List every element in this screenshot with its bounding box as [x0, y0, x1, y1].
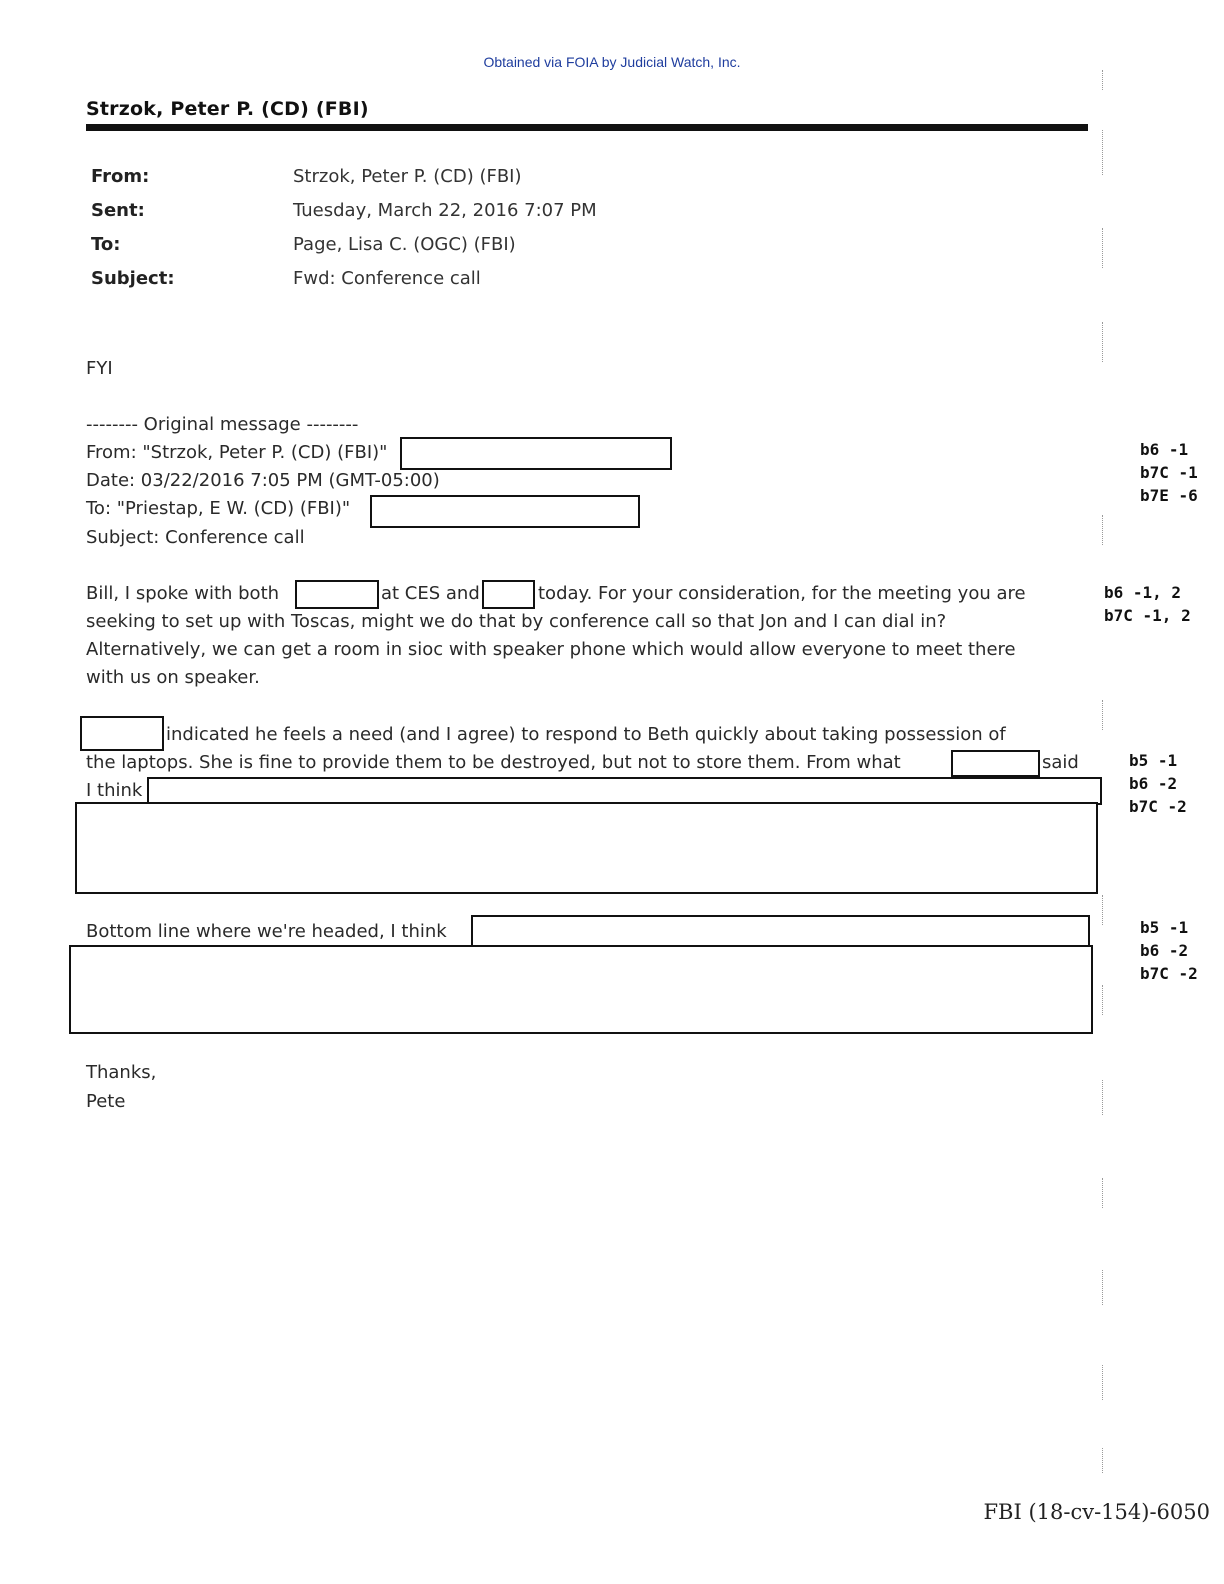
scan-artifact: [1102, 228, 1104, 268]
paragraph1-text-a: Bill, I spoke with both: [86, 583, 280, 604]
original-date-line: Date: 03/22/2016 7:05 PM (GMT-05:00): [86, 470, 440, 491]
paragraph2-line3: I think: [86, 780, 143, 801]
sent-label: Sent:: [91, 200, 145, 221]
original-message-separator: -------- Original message --------: [86, 414, 359, 435]
original-to-line: To: "Priestap, E W. (CD) (FBI)": [86, 498, 351, 519]
exemption-codes: b6 -1, 2 b7C -1, 2: [1104, 583, 1191, 625]
closing-text: Thanks,: [86, 1062, 157, 1083]
subject-value: Fwd: Conference call: [293, 268, 481, 289]
scan-artifact: [1102, 985, 1104, 1015]
foia-watermark: Obtained via FOIA by Judicial Watch, Inc.: [483, 54, 741, 70]
paragraph1-text-b: at CES and: [381, 583, 480, 604]
redaction-box: [951, 750, 1040, 777]
to-value: Page, Lisa C. (OGC) (FBI): [293, 234, 516, 255]
redaction-box: [147, 777, 1102, 805]
fyi-text: FYI: [86, 358, 113, 379]
subject-label: Subject:: [91, 268, 175, 289]
scan-artifact: [1102, 1448, 1104, 1473]
redaction-box: [471, 915, 1090, 947]
scan-artifact: [1102, 322, 1104, 362]
redaction-box: [482, 580, 535, 609]
bates-number: FBI (18-cv-154)-6050: [983, 1500, 1210, 1524]
header-rule: [86, 124, 1088, 131]
exemption-codes: b5 -1 b6 -2 b7C -2: [1129, 751, 1187, 816]
paragraph2-line2a: the laptops. She is fine to provide them to be destroyed, but not to store them. From what: [86, 752, 901, 773]
scan-artifact: [1102, 70, 1104, 90]
original-subject-line: Subject: Conference call: [86, 527, 305, 548]
scan-artifact: [1102, 1365, 1104, 1400]
scan-artifact: [1102, 1080, 1104, 1115]
redaction-box: [80, 716, 164, 751]
scan-artifact: [1102, 1270, 1104, 1305]
redaction-box: [69, 945, 1093, 1034]
sent-value: Tuesday, March 22, 2016 7:07 PM: [293, 200, 597, 221]
redaction-box: [370, 495, 640, 528]
scan-artifact: [1102, 130, 1104, 175]
scan-artifact: [1102, 700, 1104, 730]
redaction-box: [400, 437, 672, 470]
to-label: To:: [91, 234, 121, 255]
scan-artifact: [1102, 895, 1104, 925]
paragraph2-line2b: said: [1042, 752, 1079, 773]
paragraph1-text-c: today. For your consideration, for the meeting you are: [538, 583, 1026, 604]
document-owner-header: Strzok, Peter P. (CD) (FBI): [86, 98, 369, 120]
signature-text: Pete: [86, 1091, 126, 1112]
scan-artifact: [1102, 1178, 1104, 1208]
original-from-line: From: "Strzok, Peter P. (CD) (FBI)": [86, 442, 388, 463]
redaction-box: [75, 802, 1098, 894]
paragraph2-line1: indicated he feels a need (and I agree) to respond to Beth quickly about taking possession of: [166, 724, 1006, 745]
from-value: Strzok, Peter P. (CD) (FBI): [293, 166, 522, 187]
from-label: From:: [91, 166, 150, 187]
paragraph1-line4: with us on speaker.: [86, 667, 260, 688]
paragraph3-line1: Bottom line where we're headed, I think: [86, 921, 447, 942]
paragraph1-line3: Alternatively, we can get a room in sioc with speaker phone which would allow everyone to meet there: [86, 639, 1016, 660]
scan-artifact: [1102, 515, 1104, 545]
paragraph1-line2: seeking to set up with Toscas, might we do that by conference call so that Jon and I can dial in?: [86, 611, 947, 632]
exemption-codes: b5 -1 b6 -2 b7C -2: [1140, 918, 1198, 983]
redaction-box: [295, 580, 379, 609]
exemption-codes: b6 -1 b7C -1 b7E -6: [1140, 440, 1198, 505]
